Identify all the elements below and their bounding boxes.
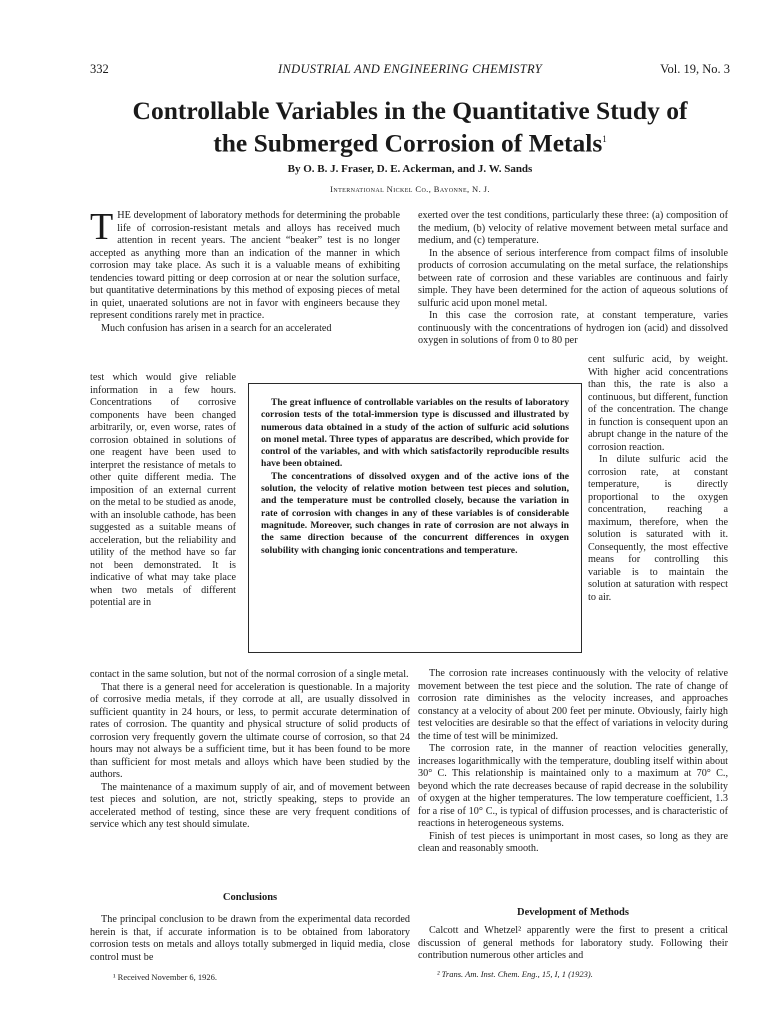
development-heading: Development of Methods [517,907,629,918]
article-title [80,97,740,158]
right-column-bottom [418,668,728,856]
abstract-paragraph-2: The concentrations of dissolved oxygen and of the active ions of the solution, the velocity of relative motion between test pieces and solution, and the temperature must be controlled closely, because the variation in rate of corrosion with changes in any of these variables is of considerable magnitude. Moreover, such changes in rate of corrosion are not always in the same direction because of the concurrent differences in oxygen solubility with changing ionic concentrations and temperature. [261,470,569,556]
journal-title: INDUSTRIAL AND ENGINEERING CHEMISTRY [278,62,542,76]
paragraph-accelerated-narrow: test which would give reliable information in a few hours. Concentrations of corrosive components have been changed arbitrarily, or, even worse, rates of corrosion obtained in solutions of one reagent have been used to interpret the resistance of metals to other quite different media. The imposition of an external current on the metal to be studied as anode, with an insoluble cathode, has been suggested as a suitable means of acceleration, but the reliability and utility of the method have so far not been demonstrated. It is indicative of what may take place when two metals of different potential are in [90,372,236,608]
right-column-narrow [588,354,728,604]
right-column-top [418,210,728,348]
paragraph-finish: Finish of test pieces is unimportant in most cases, so long as they are clean and reasonably smooth. [418,830,728,854]
footnote-received: ¹ Received November 6, 1926. [113,972,218,982]
volume-issue: Vol. 19, No. 3 [660,62,730,76]
title-line-2: the Submerged Corrosion of Metals [213,128,603,158]
paragraph-velocity: The corrosion rate increases continuously with the velocity of relative movement between the test piece and the solution. The rate of change of corrosion rate diminishes as the velocity increases, and approaches constancy at a velocity of about 200 feet per minute. Obviously, fairly high test velocities are desirable so that the effect of variations in velocity during the time of test will be minimized. [418,668,728,742]
paragraph-variables: exerted over the test conditions, particularly these three: (a) composition of the medium, (b) velocity of relative movement between metal surface and medium, and (c) temperature. [418,210,728,246]
title-line-1: Controllable Variables in the Quantitative Study of [132,96,688,125]
abstract-paragraph-1: The great influence of controllable variables on the results of laboratory corrosion tests of the total-immersion type is discussed and illustrated by numerous data obtained in a study of the action of sulfuric acid solutions on monel metal. Three types of apparatus are described, which provide for control of the variables, and with which satisfactorily reproducible results have been obtained. [261,397,569,470]
conclusions-heading: Conclusions [222,892,278,903]
paragraph-air-maintenance: The maintenance of a maximum supply of air, and of movement between test pieces and solution, are not, strictly speaking, steps to provide an accelerated method of testing, since these are very frequent conditions of service which any test should simulate. [90,781,410,830]
paragraph-temperature: The corrosion rate, in the manner of reaction velocities generally, increases logarithmically with the temperature, doubling itself within about 30° C. This relationship is maintained only to a maximum at 70° C., beyond which the rate decreases because of rapid decrease in the solubility of oxygen at the higher temperatures. The low temperature coefficient, 1.3 for a rise of 10° C., is typical of diffusion processes, and is characteristic of reactions in heterogeneous systems. [418,743,728,829]
left-column-bottom [90,669,410,832]
paragraph-accelerated-start: Much confusion has arisen in a search for an accelerated [101,322,332,334]
paragraph-acceleration-need: That there is a general need for acceleration is questionable. In a majority of corrosive media metals, if they corrode at all, are usually dissolved in sufficient quantity in 24 hours, or less, to permit accurate determination of rates of corrosion. The quantity and physical structure of solid products of corrosion very frequently govern the ultimate course of corrosion, so that 24 hours may not always be a sufficient time, but it has been found to be more than sufficient for most metals and alloys which have been studied by the authors. [90,681,410,780]
paragraph-hydrogen-ion: In this case the corrosion rate, at constant temperature, varies continuously with the concentrations of hydrogen ion (acid) and dissolved oxygen in solutions of from 0 to 80 per [418,310,728,346]
intro-paragraph: THE development of laboratory methods for determining the probable life of corrosion-resistant metals and alloys has received much attention in recent years. The ancient “beaker” test is no longer accepted as anything more than an indication of the manner in which corrosion may take place. As such it is a valuable means of exhibiting tendencies toward pitting or deep corrosion at or near the solution surface, but quantitative determinations by this method of exposing pieces of metal in quiet, unaerated solutions are not in favor with engineers because they represent conditions rarely met in practice. [90,206,400,321]
author-line: By O. B. J. Fraser, D. E. Ackerman, and J. W. Sands [287,163,533,175]
left-column-narrow [90,372,236,610]
abstract-box [248,383,582,653]
left-column-conclusions [90,914,410,964]
left-column-top [90,206,400,335]
page-number: 332 [90,62,109,76]
paragraph-insoluble-products: In the absence of serious interference from compact films of insoluble products of corrosion accumulating on the metal surface, the relationships between rate of corrosion and these variables are continuous and fairly simple. They have been determined for the action of aqueous solutions of sulfuric acid upon monel metal. [418,247,728,309]
paragraph-accelerated-end: contact in the same solution, but not of the normal corrosion of a single metal. [90,669,409,680]
footnote-reference: ² Trans. Am. Inst. Chem. Eng., 15, I, 1 (1923). [437,969,593,979]
drop-cap: T [90,206,114,248]
title-footnote-mark: 1 [602,134,607,144]
affiliation: International Nickel Co., Bayonne, N. J. [330,184,490,194]
right-column-development [418,925,728,963]
running-header [90,62,730,78]
paragraph-conclusions: The principal conclusion to be drawn from the experimental data recorded herein is that, if accurate information is to be obtained from laboratory corrosion tests on metals and alloys totally submerged in liquid media, close control must be [90,914,410,963]
paragraph-acid-concentration: cent sulfuric acid, by weight. With higher acid concentrations than this, the rate is also a continuous, but different, function of the concentration. The change in function is consequent upon an abrupt change in the nature of the corrosion reaction. [588,354,728,453]
paragraph-calcott: Calcott and Whetzel² apparently were the first to present a critical discussion of general methods for laboratory study. Following their contribution numerous other articles and [418,925,728,961]
paragraph-dilute-acid: In dilute sulfuric acid the corrosion rate, at constant temperature, is directly proportional to the oxygen concentration, reaching a maximum, therefore, when the solution is saturated with it. Consequently, the most effective means for controlling this variable is to maintain the solution at saturation with respect to air. [588,454,728,603]
